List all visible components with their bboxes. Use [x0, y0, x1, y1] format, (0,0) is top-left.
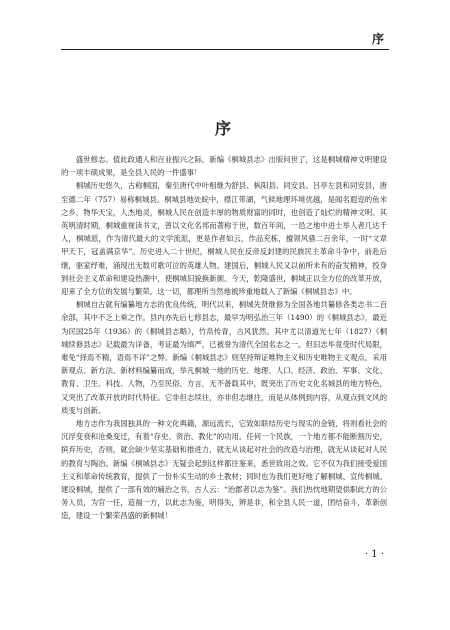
paragraph: 地方志作为我国独具的一种文化典籍，源远流长，它致如联结历史与现实的金链，将则看社会的沉浮变衰和沧桑变迁，有着“存史、资治、教化”的功用。任何一个民族，一个地方都不能断割历史，摈弃历史，否则，就会缺少坚实基础和推进力，就无从谈起对社会的改造与治理，就无从谈起对人民的教育与陶冶。新编《桐城县志》无疑会起到这样都往鉴来，悉世致用之效。它不仅为我们接受爱国主义和革命传统教育，提供了一份朴实生动的乡土教材；同时也为我们更好地了解桐城、宣传桐城、建设桐城，提供了一部有效的辅治之书。古人云：“治郡者以志为鉴”。我们热忱地期望供职此方的公务人员，为官一任，造福一方，以此志为鉴，明得失，辨是非，和全县人民一道，团结奋斗，革新创造，建设一个繁荣昌盛的新桐城！ — [61, 419, 387, 521]
body-text — [61, 153, 387, 523]
paragraph: 桐城自古就有编纂地方志的优良传统，明代以来，桐城先贤继修为全国各地共纂修各类志书二百余部，其中不乏上乘之作。县内亦先后七修县志，最早为明弘治三年（1490）的《桐城县志》，最近为民国25年（1936）的《桐城县志略》，竹帛传青，古风犹然。其中尤以清道光七年（1827）《桐城续修县志》记载最为详备，考证最为缜严，已被誉为清代全国名志之一。但旧志毕竟受时代局限，难免“择焉不精，语焉不详”之弊。新编《桐城县志》则坚持辩证唯物主义和历史唯物主义观点，采用新观点、新方法、新材料编纂而成，举凡桐城一地的历史、地理、人口、经济、政治、军事、文化、教育、卫生、科技、人物，乃至民俗、方言，无不备载其中，既突出了历史文化名城县的地方特色，又突出了改革开放的时代特征。它非但志续往，亦非但志继往，而是从体例到内容，从观点到文风的质变与创新。 — [61, 300, 387, 415]
paragraph: 桐城历史悠久，古称桐国，秦至唐代中叶相继为舒县、枞阳县、同安县、吕亭左县和同安县，唐至德二年（757）易称桐城县。桐城县地处皖中，襟江带湖，气候地理环境优越，是闻名遐迩的鱼米之乡，物华天宝，人杰地灵，桐城人民在创造丰厚的物质财富的同时，也创造了灿烂的精神文明。其英明清时期，桐城重视读书文，曾以文化名邦而著称于世，数百年间，一邑之地中进士举人者几达千人，桐城派，作为清代最大的文学流派，更是作者如云，作品充栋，擅领风骚二百余年，一时“文章甲天下，冠盖满京华”。历史进入二十世纪，桐城人民在反帝反封建的民族民主革命斗争中，前赴后继，驱家纾难，涌现出无数可歌可泣的英雄人物。建国后，桐城人民又以前所未有的奋发精神，投身到社会主义革命和建设热潮中，使桐城旧貌换新颜。今天，乾隆盛世，桐城正以全方位的改革开放，迎来了全方位的发展与繁荣。这一切，都理所当然地被珍重地载入了新编《桐城县志》中。 — [61, 181, 387, 297]
page-number: · 1 · — [364, 549, 384, 560]
running-header: 序 — [371, 32, 384, 46]
header-rule — [61, 49, 389, 50]
page-title: 序 — [214, 119, 235, 138]
paragraph: 盛世修志。值此政通人和百业振兴之际，新编《桐城县志》出版问世了，这是桐城精神文明建设的一项丰硕成果，是全县人民的一件盛事！ — [61, 155, 387, 178]
